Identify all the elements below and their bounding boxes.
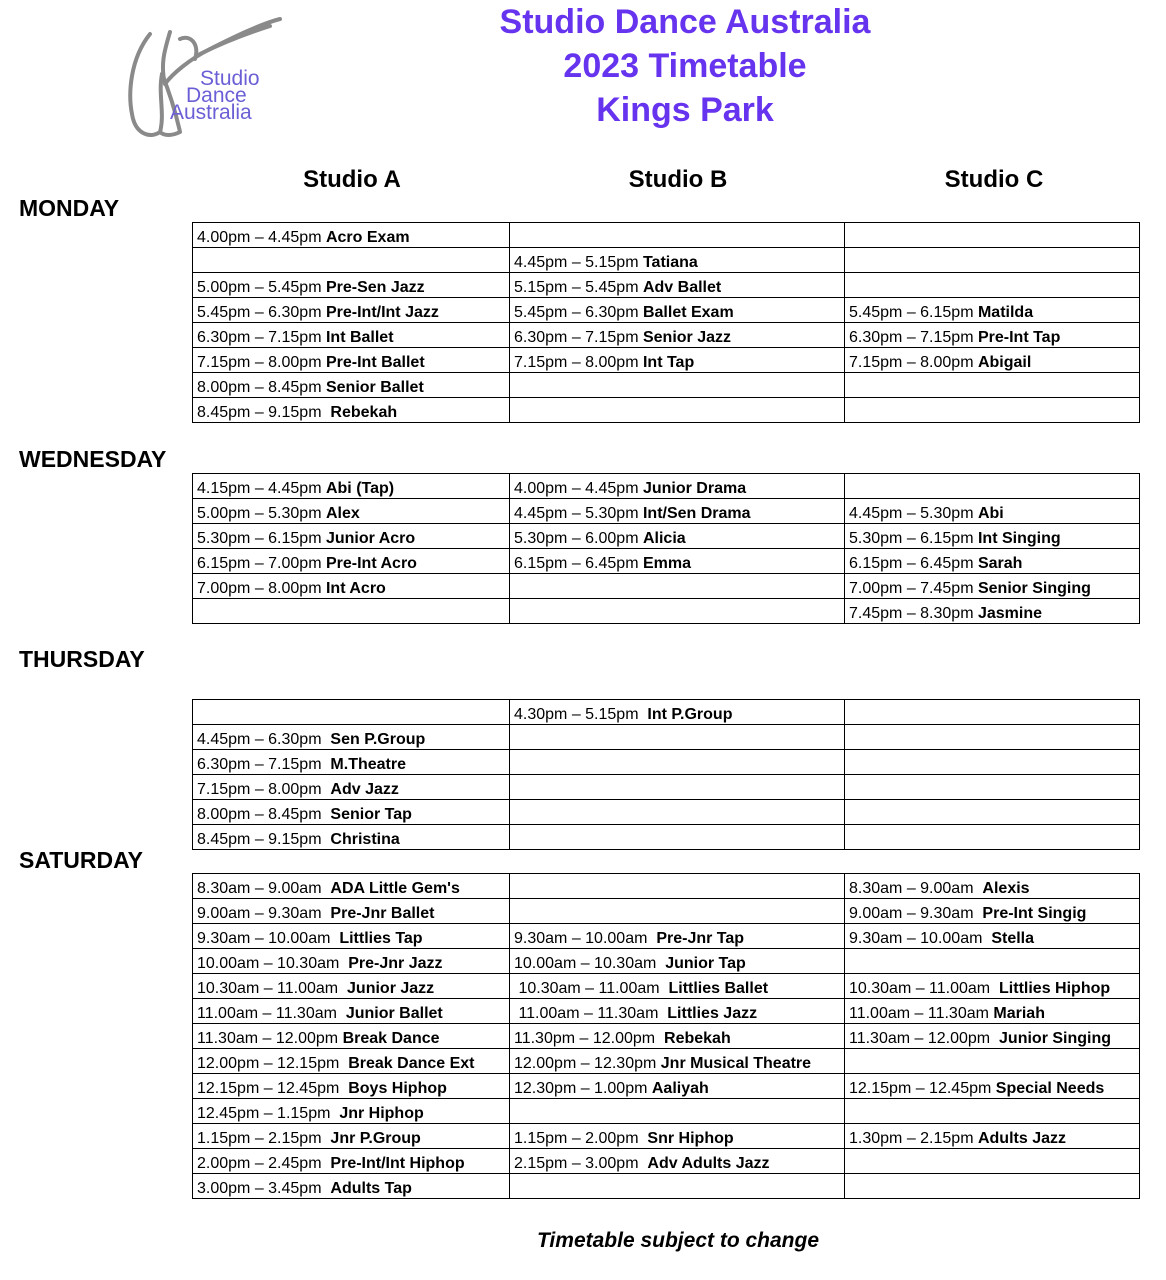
class-cell	[193, 599, 510, 624]
class-time: 9.00am – 9.30am	[849, 905, 983, 922]
class-name: Matilda	[977, 304, 1034, 321]
class-cell	[193, 524, 510, 549]
class-cell	[845, 800, 1140, 825]
column-header-studio-b: Studio B	[628, 166, 728, 193]
class-cell	[845, 1024, 1140, 1049]
class-cell	[193, 974, 510, 999]
day-label-monday: MONDAY	[19, 195, 120, 221]
class-cell	[510, 725, 845, 750]
class-name: Senior Ballet	[325, 379, 424, 396]
table-row	[193, 700, 1140, 725]
class-name: Jnr P.Group	[330, 1130, 421, 1147]
class-cell	[510, 825, 845, 850]
class-time: 6.15pm – 7.00pm	[197, 555, 326, 572]
table-row	[193, 974, 1140, 999]
class-name: Pre-Int Singig	[982, 905, 1087, 922]
table-row	[193, 999, 1140, 1024]
class-name: Rebekah	[330, 404, 398, 421]
logo-text-line1: Studio	[200, 67, 260, 90]
class-cell	[510, 474, 845, 499]
class-time: 4.00pm – 4.45pm	[514, 480, 643, 497]
class-cell	[193, 499, 510, 524]
class-name: Adv Ballet	[642, 279, 722, 296]
title-line3: Kings Park	[596, 91, 774, 129]
class-cell	[193, 750, 510, 775]
table-row	[193, 1074, 1140, 1099]
class-time: 10.30am – 11.00am	[514, 980, 669, 997]
class-name: Junior Drama	[642, 480, 747, 497]
class-cell	[193, 1099, 510, 1124]
class-cell	[193, 899, 510, 924]
class-time: 10.30am – 11.00am	[849, 980, 1000, 997]
class-cell	[845, 725, 1140, 750]
class-time: 8.30am – 9.00am	[849, 880, 983, 897]
class-name: Tatiana	[642, 254, 698, 271]
table-row	[193, 1099, 1140, 1124]
timetable-wednesday	[192, 473, 1140, 624]
logo-text-line2: Dance	[186, 84, 247, 107]
class-time: 8.45pm – 9.15pm	[197, 404, 331, 421]
class-time: 7.15pm – 8.00pm	[849, 354, 978, 371]
class-cell	[510, 899, 845, 924]
table-row	[193, 574, 1140, 599]
table-row	[193, 775, 1140, 800]
class-cell	[193, 373, 510, 398]
footer-note: Timetable subject to change	[536, 1229, 819, 1252]
class-name: Break Dance	[342, 1030, 440, 1047]
class-cell	[510, 1099, 845, 1124]
class-cell	[510, 1024, 845, 1049]
class-cell	[510, 574, 845, 599]
class-name: Acro Exam	[325, 229, 410, 246]
class-cell	[510, 599, 845, 624]
class-name: Littlies Ballet	[668, 980, 769, 997]
class-time: 11.00am – 11.30am	[197, 1005, 346, 1022]
class-time: 7.00pm – 7.45pm	[849, 580, 978, 597]
table-row	[193, 273, 1140, 298]
class-cell	[193, 1049, 510, 1074]
class-time: 2.15pm – 3.00pm	[514, 1155, 648, 1172]
class-cell	[510, 1149, 845, 1174]
class-cell	[510, 750, 845, 775]
class-cell	[510, 298, 845, 323]
class-time: 12.15pm – 12.45pm	[849, 1080, 996, 1097]
class-time: 9.00am – 9.30am	[197, 905, 331, 922]
class-cell	[193, 800, 510, 825]
class-cell	[845, 499, 1140, 524]
table-row	[193, 323, 1140, 348]
class-time: 1.30pm – 2.15pm	[849, 1130, 978, 1147]
class-time: 5.30pm – 6.00pm	[514, 530, 643, 547]
class-cell	[845, 298, 1140, 323]
class-time: 5.30pm – 6.15pm	[197, 530, 326, 547]
table-row	[193, 874, 1140, 899]
column-header-studio-c: Studio C	[944, 166, 1044, 193]
class-name: Special Needs	[995, 1080, 1105, 1097]
class-name: Alexis	[982, 880, 1030, 897]
class-cell	[510, 248, 845, 273]
class-time: 12.45pm – 1.15pm	[197, 1105, 340, 1122]
class-cell	[845, 574, 1140, 599]
class-cell	[845, 924, 1140, 949]
class-cell	[510, 1124, 845, 1149]
timetable-thursday	[192, 699, 1140, 850]
class-cell	[510, 499, 845, 524]
class-name: ADA Little Gem's	[330, 880, 460, 897]
class-cell	[193, 323, 510, 348]
class-time: 10.00am – 10.30am	[514, 955, 666, 972]
class-time: 12.30pm – 1.00pm	[514, 1080, 652, 1097]
class-name: Snr Hiphop	[647, 1130, 734, 1147]
class-time: 4.45pm – 5.15pm	[514, 254, 643, 271]
class-cell	[845, 474, 1140, 499]
class-time: 4.15pm – 4.45pm	[197, 480, 326, 497]
class-name: Stella	[991, 930, 1034, 947]
class-cell	[845, 775, 1140, 800]
table-row	[193, 750, 1140, 775]
class-name: Junior Jazz	[347, 980, 435, 997]
class-cell	[845, 1174, 1140, 1199]
class-cell	[193, 1124, 510, 1149]
class-time: 12.00pm – 12.15pm	[197, 1055, 349, 1072]
class-time: 4.30pm – 5.15pm	[514, 706, 648, 723]
class-cell	[193, 474, 510, 499]
class-name: Emma	[642, 555, 691, 572]
class-time: 6.30pm – 7.15pm	[197, 329, 326, 346]
class-time: 7.15pm – 8.00pm	[197, 354, 326, 371]
class-time: 11.30am – 12.00pm	[849, 1030, 1000, 1047]
class-time: 5.00pm – 5.30pm	[197, 505, 326, 522]
class-cell	[193, 298, 510, 323]
class-time: 10.00am – 10.30am	[197, 955, 349, 972]
table-row	[193, 1174, 1140, 1199]
class-cell	[193, 874, 510, 899]
class-cell	[510, 1049, 845, 1074]
class-name: Int Acro	[325, 580, 386, 597]
class-cell	[510, 800, 845, 825]
class-time: 5.30pm – 6.15pm	[849, 530, 978, 547]
class-cell	[193, 1074, 510, 1099]
class-time: 8.30am – 9.00am	[197, 880, 331, 897]
table-row	[193, 373, 1140, 398]
class-time: 12.00pm – 12.30pm	[514, 1055, 661, 1072]
class-name: Pre-Jnr Tap	[656, 930, 745, 947]
title-line1: Studio Dance Australia	[499, 3, 871, 41]
class-cell	[845, 1049, 1140, 1074]
table-row	[193, 949, 1140, 974]
class-name: Senior Jazz	[642, 329, 731, 346]
class-cell	[510, 223, 845, 248]
class-cell	[845, 599, 1140, 624]
class-name: M.Theatre	[330, 756, 406, 773]
class-cell	[193, 825, 510, 850]
class-cell	[845, 825, 1140, 850]
class-name: Mariah	[993, 1005, 1045, 1022]
class-time: 8.45pm – 9.15pm	[197, 831, 331, 848]
class-name: Int Singing	[977, 530, 1061, 547]
class-time: 4.45pm – 6.30pm	[197, 731, 331, 748]
table-row	[193, 223, 1140, 248]
class-cell	[510, 874, 845, 899]
class-cell	[510, 398, 845, 423]
class-time: 9.30am – 10.00am	[514, 930, 657, 947]
class-time: 6.15pm – 6.45pm	[514, 555, 643, 572]
class-name: Senior Tap	[330, 806, 412, 823]
class-name: Pre-Int/Int Hiphop	[330, 1155, 465, 1172]
table-row	[193, 298, 1140, 323]
class-cell	[510, 373, 845, 398]
table-row	[193, 1024, 1140, 1049]
class-cell	[845, 549, 1140, 574]
class-name: Int P.Group	[647, 706, 733, 723]
class-name: Pre-Sen Jazz	[325, 279, 425, 296]
class-time: 4.45pm – 5.30pm	[514, 505, 643, 522]
class-name: Pre-Int Ballet	[325, 354, 425, 371]
class-cell	[193, 348, 510, 373]
class-cell	[845, 1124, 1140, 1149]
class-time: 6.15pm – 6.45pm	[849, 555, 978, 572]
class-cell	[193, 223, 510, 248]
class-name: Pre-Int Acro	[325, 555, 417, 572]
class-cell	[510, 1074, 845, 1099]
class-name: Alex	[325, 505, 360, 522]
page-title	[385, 0, 985, 132]
class-cell	[193, 398, 510, 423]
class-cell	[845, 373, 1140, 398]
class-name: Sen P.Group	[330, 731, 426, 748]
class-cell	[845, 949, 1140, 974]
table-row	[193, 599, 1140, 624]
class-cell	[845, 999, 1140, 1024]
table-row	[193, 474, 1140, 499]
table-row	[193, 1124, 1140, 1149]
class-time: 1.15pm – 2.15pm	[197, 1130, 331, 1147]
class-time: 5.00pm – 5.45pm	[197, 279, 326, 296]
column-header-studio-a: Studio A	[303, 166, 401, 193]
class-cell	[845, 700, 1140, 725]
class-time: 5.45pm – 6.30pm	[514, 304, 643, 321]
class-time: 9.30am – 10.00am	[197, 930, 340, 947]
class-name: Int Ballet	[325, 329, 394, 346]
class-time: 11.00am – 11.30am	[849, 1005, 994, 1022]
class-name: Alicia	[642, 530, 686, 547]
class-cell	[510, 924, 845, 949]
class-time: 5.45pm – 6.30pm	[197, 304, 326, 321]
class-time: 11.30am – 12.00pm	[197, 1030, 343, 1047]
class-cell	[845, 1149, 1140, 1174]
class-cell	[845, 974, 1140, 999]
class-cell	[845, 1099, 1140, 1124]
class-time: 10.30am – 11.00am	[197, 980, 348, 997]
class-name: Christina	[330, 831, 400, 848]
class-cell	[845, 348, 1140, 373]
class-name: Jasmine	[977, 605, 1043, 622]
class-cell	[510, 775, 845, 800]
class-cell	[510, 949, 845, 974]
class-cell	[193, 549, 510, 574]
table-row	[193, 924, 1140, 949]
class-name: Adults Tap	[330, 1180, 412, 1197]
class-time: 6.30pm – 7.15pm	[849, 329, 978, 346]
studio-logo	[120, 14, 290, 144]
class-name: Junior Tap	[665, 955, 746, 972]
class-cell	[845, 223, 1140, 248]
class-name: Rebekah	[664, 1030, 731, 1047]
table-row	[193, 499, 1140, 524]
class-cell	[193, 700, 510, 725]
class-time: 2.00pm – 2.45pm	[197, 1155, 331, 1172]
day-label-saturday: SATURDAY	[19, 847, 143, 873]
day-label-thursday: THURSDAY	[19, 646, 145, 672]
class-name: Pre-Jnr Ballet	[330, 905, 435, 922]
class-time: 6.30pm – 7.15pm	[197, 756, 331, 773]
table-row	[193, 549, 1140, 574]
class-time: 11.30pm – 12.00pm	[514, 1030, 665, 1047]
table-row	[193, 1049, 1140, 1074]
class-time: 4.00pm – 4.45pm	[197, 229, 326, 246]
table-row	[193, 899, 1140, 924]
class-cell	[510, 323, 845, 348]
class-time: 9.30am – 10.00am	[849, 930, 992, 947]
class-cell	[193, 775, 510, 800]
class-time: 6.30pm – 7.15pm	[514, 329, 643, 346]
class-name: Ballet Exam	[642, 304, 734, 321]
class-cell	[193, 273, 510, 298]
table-row	[193, 398, 1140, 423]
class-cell	[845, 524, 1140, 549]
class-cell	[845, 874, 1140, 899]
class-cell	[845, 248, 1140, 273]
class-cell	[845, 899, 1140, 924]
class-name: Junior Ballet	[345, 1005, 443, 1022]
class-cell	[510, 974, 845, 999]
table-row	[193, 725, 1140, 750]
table-row	[193, 825, 1140, 850]
class-name: Junior Acro	[325, 530, 416, 547]
table-row	[193, 248, 1140, 273]
class-time: 5.15pm – 5.45pm	[514, 279, 643, 296]
class-name: Jnr Musical Theatre	[660, 1055, 812, 1072]
timetable-monday	[192, 222, 1140, 423]
class-cell	[193, 1174, 510, 1199]
class-time: 1.15pm – 2.00pm	[514, 1130, 648, 1147]
class-time: 8.00pm – 8.45pm	[197, 379, 326, 396]
class-cell	[510, 1174, 845, 1199]
class-cell	[845, 273, 1140, 298]
timetable-saturday	[192, 873, 1140, 1199]
class-name: Pre-Int/Int Jazz	[325, 304, 439, 321]
class-time: 12.15pm – 12.45pm	[197, 1080, 349, 1097]
class-cell	[193, 924, 510, 949]
class-name: Littlies Jazz	[667, 1005, 758, 1022]
class-cell	[510, 700, 845, 725]
class-cell	[193, 248, 510, 273]
class-cell	[845, 1074, 1140, 1099]
class-time: 3.00pm – 3.45pm	[197, 1180, 331, 1197]
class-cell	[193, 999, 510, 1024]
class-name: Littlies Hiphop	[999, 980, 1111, 997]
class-cell	[193, 725, 510, 750]
class-name: Break Dance Ext	[348, 1055, 475, 1072]
class-name: Aaliyah	[651, 1080, 709, 1097]
class-cell	[510, 273, 845, 298]
table-row	[193, 800, 1140, 825]
class-cell	[845, 398, 1140, 423]
class-name: Abigail	[977, 354, 1032, 371]
table-row	[193, 524, 1140, 549]
class-name: Adults Jazz	[977, 1130, 1066, 1147]
class-cell	[510, 549, 845, 574]
class-cell	[193, 1149, 510, 1174]
class-cell	[845, 750, 1140, 775]
class-time: 5.45pm – 6.15pm	[849, 304, 978, 321]
class-time: 8.00pm – 8.45pm	[197, 806, 331, 823]
logo-text-line3: Australia	[170, 101, 252, 124]
class-name: Abi	[977, 505, 1004, 522]
class-name: Jnr Hiphop	[339, 1105, 424, 1122]
class-time: 4.45pm – 5.30pm	[849, 505, 978, 522]
class-cell	[510, 348, 845, 373]
table-row	[193, 348, 1140, 373]
class-name: Pre-Jnr Jazz	[348, 955, 443, 972]
class-name: Abi (Tap)	[325, 480, 395, 497]
class-name: Senior Singing	[977, 580, 1091, 597]
day-label-wednesday: WEDNESDAY	[19, 446, 167, 472]
class-cell	[193, 949, 510, 974]
class-name: Int/Sen Drama	[642, 505, 751, 522]
class-name: Int Tap	[642, 354, 695, 371]
class-time: 7.15pm – 8.00pm	[514, 354, 643, 371]
class-cell	[193, 1024, 510, 1049]
class-name: Sarah	[977, 555, 1023, 572]
class-time: 7.00pm – 8.00pm	[197, 580, 326, 597]
class-name: Pre-Int Tap	[977, 329, 1061, 346]
class-name: Adv Adults Jazz	[647, 1155, 770, 1172]
class-cell	[510, 524, 845, 549]
title-line2: 2023 Timetable	[563, 47, 807, 85]
class-time: 7.15pm – 8.00pm	[197, 781, 331, 798]
class-name: Adv Jazz	[330, 781, 399, 798]
class-cell	[510, 999, 845, 1024]
class-time: 7.45pm – 8.30pm	[849, 605, 978, 622]
class-name: Boys Hiphop	[348, 1080, 447, 1097]
class-cell	[845, 323, 1140, 348]
table-row	[193, 1149, 1140, 1174]
class-name: Littlies Tap	[339, 930, 423, 947]
class-cell	[193, 574, 510, 599]
class-time: 11.00am – 11.30am	[514, 1005, 668, 1022]
class-name: Junior Singing	[999, 1030, 1112, 1047]
